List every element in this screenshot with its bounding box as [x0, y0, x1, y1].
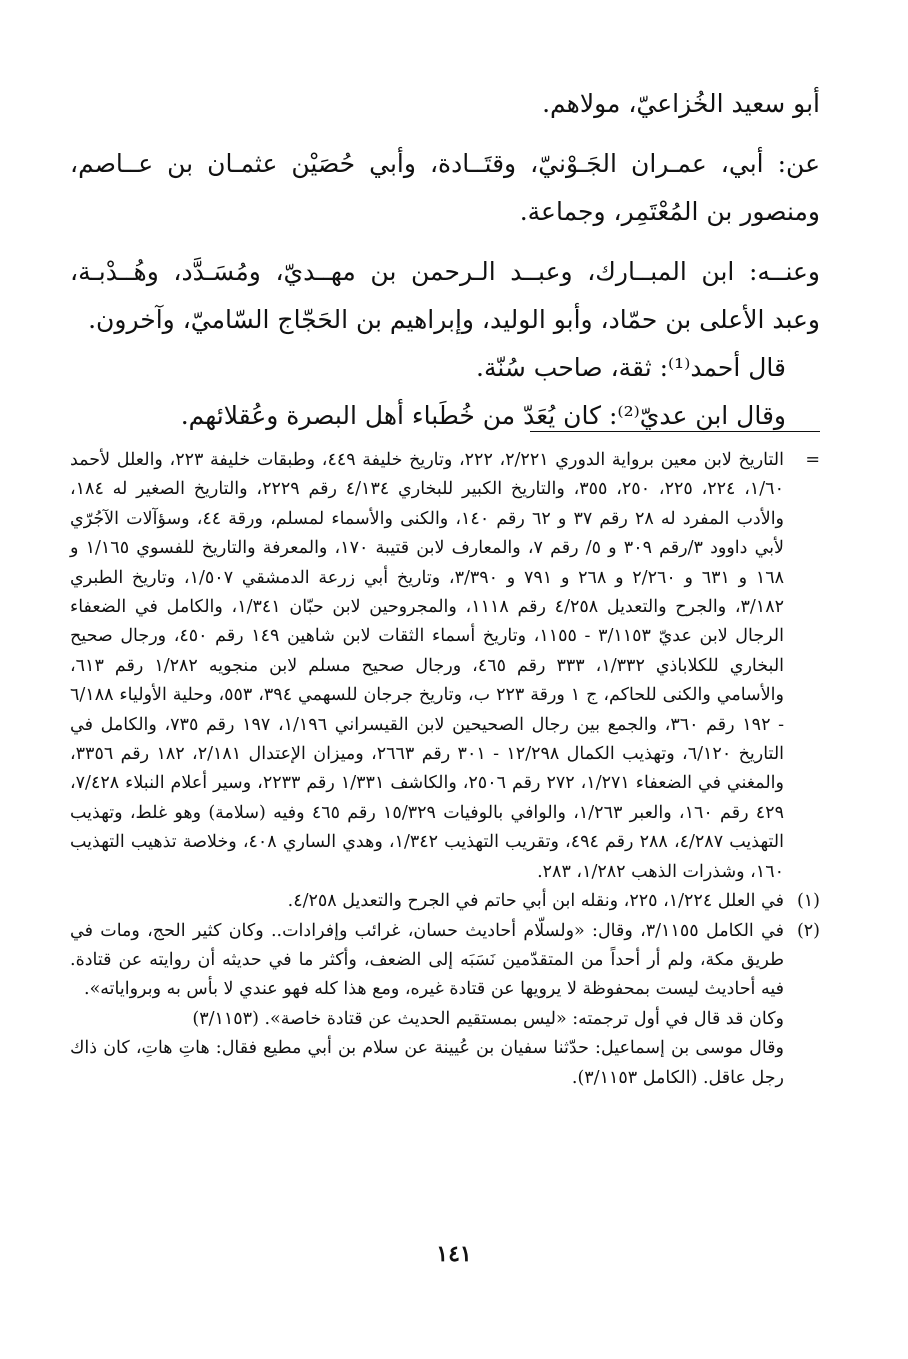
footnote-2-text: في الكامل ٣/١١٥٥، وقال: «ولسلّام أحاديث حسان، غرائب وإفرادات.. وكان كثير الحج، ومات في طريق مكة، ولم أر أحداً من المتقدّمين نَسَبَه إلى الضعف، وأكثر ما في حديثه أن روايته عن قتادة. فيه أحاديث ليست بمحفوظة لا يرويها عن قتادة غيره، ومع هذا كله فهو عندي لا بأس به وبرواياته».: [70, 920, 784, 1000]
footnote-2-text-c: وقال موسى بن إسماعيل: حدّثنا سفيان بن عُيينة عن سلام بن أبي مطيع فقال: هاتِ هاتِ، كان ذاك رجل عاقل. (الكامل ٣/١١٥٣).: [70, 1038, 784, 1088]
footnote-2-text-b: وكان قد قال في أول ترجمته: «ليس بمستقيم الحديث عن قتادة خاصة». (٣/١١٥٣): [192, 1008, 784, 1029]
main-text: [70, 80, 820, 440]
ahmad-quote: قال أحمد⁽¹⁾: ثقة، صاحب سُنّة.: [476, 353, 786, 382]
footnote-2-extra-1: [70, 1005, 820, 1034]
footnote-continuation: [70, 446, 820, 887]
footnote-2-extra-2: [70, 1034, 820, 1093]
footnote-continuation-mark: =: [805, 450, 820, 470]
ibn-adi-quote: وقال ابن عديّ⁽²⁾: كان يُعَدّ من خُطَباء أهل البصرة وعُقلائهم.: [180, 401, 786, 430]
footnote-1-mark: (١): [796, 891, 820, 912]
students-paragraph: وعنــه: ابن المبــارك، وعبــد الـرحمن بن مهــديّ، ومُسَـدَّد، وهُــدْبـة، وعبد الأعلى بن حمّاد، وأبو الوليد، وإبراهيم بن الحَجّاج السّاميّ، وآخرون.: [70, 257, 820, 334]
footnote-1: [70, 887, 820, 916]
page-number: ١٤١: [436, 1241, 472, 1267]
footnote-2: [70, 917, 820, 1005]
footnote-1-text: في العلل ١/٢٢٤، ٢٢٥، ونقله ابن أبي حاتم في الجرح والتعديل ٤/٢٥٨.: [287, 891, 784, 912]
footnote-separator: [530, 431, 820, 432]
teachers-paragraph: عن: أبي، عمـران الجَـوْنيّ، وقتَــادة، وأبي حُصَيْن عثمـان بن عــاصم، ومنصور بن المُعْتَمِر، وجماعة.: [70, 149, 820, 226]
biography-line: أبو سعيد الخُزاعيّ، مولاهم.: [542, 89, 820, 118]
footnote-continuation-text: التاريخ لابن معين برواية الدوري ٢/٢٢١، ٢٢٢، وتاريخ خليفة ٤٤٩، وطبقات خليفة ٢٢٣، والعلل لأحمد ١/٦٠، ٢٢٤، ٢٢٥، ٢٥٠، ٣٥٥، والتاريخ الكبير للبخاري ٤/١٣٤ رقم ٢٢٢٩، والتاريخ الصغير له ١٨٤، والأدب المفرد له ٢٨ رقم ٣٧ و ٦٢ رقم ١٤٠، والكنى والأسماء لمسلم، ورقة ٤٤، وسؤآلات الآجُرّي لأبي داوود ٣/رقم ٣٠٩ و ٥/ رقم ٧، والمعارف لابن قتيبة ١٧٠، والمعرفة والتاريخ للفسوي ١/١٦٥ و ١٦٨ و ٦٣١ و ٢/٢٦٠ و ٢٦٨ و ٧٩١ و ٣/٣٩٠، وتاريخ أبي زرعة الدمشقي ١/٥٠٧، وتاريخ الطبري ٣/١٨٢، والجرح والتعديل ٤/٢٥٨ رقم ١١١٨، والمجروحين لابن حبّان ١/٣٤١، والكامل في الضعفاء الرجال لابن عديّ ٣/١١٥٣ - ١١٥٥، وتاريخ أسماء الثقات لابن شاهين ١٤٩ رقم ٤٥٠، ورجال صحيح البخاري للكلاباذي ١/٣٣٢، ٣٣٣ رقم ٤٦٥، ورجال صحيح مسلم لابن منجويه ١/٢٨٢ رقم ٦١٣، والأسامي والكنى للحاكم، ج ١ ورقة ٢٢٣ ب، وتاريخ جرجان للسهمي ٣٩٤، ٥٥٣، وحلية الأولياء ٦/١٨٨ - ١٩٢ رقم ٣٦٠، والجمع بين رجال الصحيحين لابن القيسراني ١/١٩٦، ١٩٧ رقم ٧٣٥، والكامل في التاريخ ٦/١٢٠، وتهذيب الكمال ١٢/٢٩٨ - ٣٠١ رقم ٢٦٦٣، وميزان الإعتدال ٢/١٨١، ١٨٢ رقم ٣٣٥٦، والمغني في الضعفاء ١/٢٧١، ٢٧٢ رقم ٢٥٠٦، والكاشف ١/٣٣١ رقم ٢٢٣٣، وسير أعلام النبلاء ٧/٤٢٨، ٤٢٩ رقم ١٦٠، والعبر ١/٢٦٣، والوافي بالوفيات ١٥/٣٢٩ رقم ٤٦٥ وفيه (سلامة) وهو غلط، وتهذيب التهذيب ٤/٢٨٧، ٢٨٨ رقم ٤٩٤، وتقريب التهذيب ١/٣٤٢، وهدي الساري ٤٠٨، وخلاصة تذهيب التهذيب ١٦٠، وشذرات الذهب ١/٢٨٢، ٢٨٣.: [70, 450, 785, 882]
footnotes: [70, 446, 820, 1093]
footnote-2-mark: (٢): [796, 920, 820, 941]
